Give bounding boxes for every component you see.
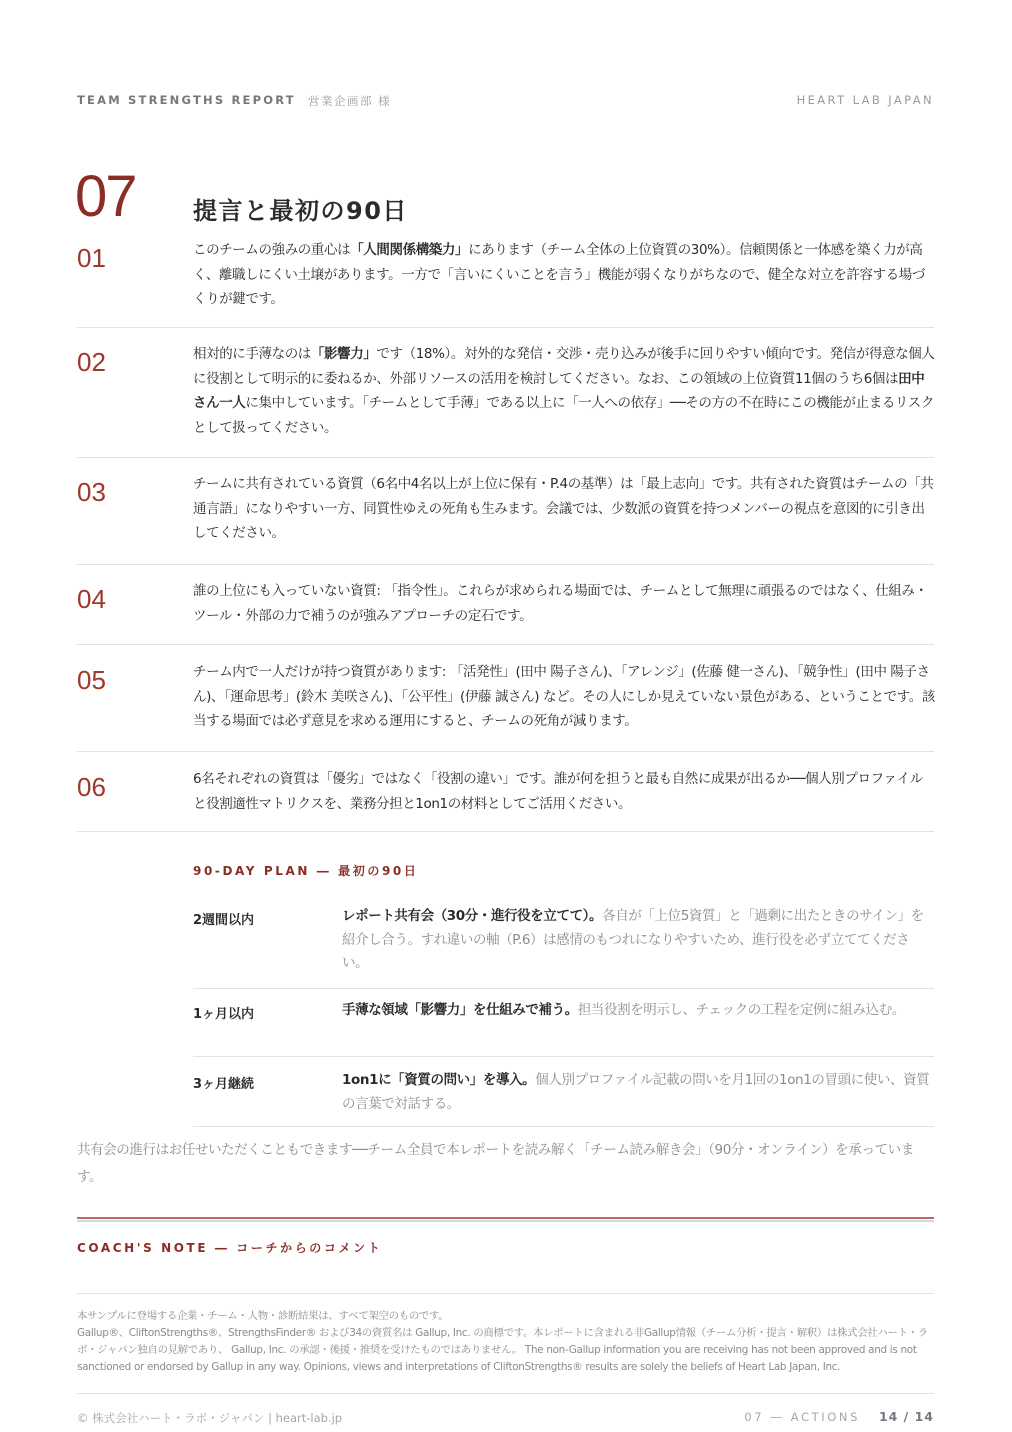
plan-timeframe: 2週間以内 [193, 913, 255, 928]
disclaimer [77, 1308, 934, 1376]
coach-note-heading: COACH'S NOTE ― コーチからのコメント [77, 1241, 383, 1255]
section-title: 提言と最初の90日 [193, 197, 408, 225]
body-text: に集中しています。「チームとして手薄」である以上に「一人への依存」──その方の不在時にこの機能が止まるリスクとして扱ってください。 [193, 395, 934, 436]
coach-note-bottom-divider [77, 1293, 934, 1294]
section-number: 07 [75, 164, 136, 229]
recommendation-number: 06 [77, 772, 106, 802]
recommendation-text [193, 767, 935, 816]
body-text: 6名それぞれの資質は「優劣」ではなく「役割の違い」です。誰が何を担うと最も自然に成果が出るか──個人別プロファイルと役割適性マトリクスを、業務分担と1on1の材料としてご活用ください。 [193, 771, 923, 812]
disclaimer-trademark: Gallup®、CliftonStrengths®、StrengthsFinder® および34の資質名は Gallup, Inc. の商標です。本レポートに含まれる非Gallup情報（チーム分析・提言・解釈）は株式会社ハート・ラボ・ジャパン独自の見解であり、 Gallup, Inc. の承認・後援・推奨を受けたものではありません。 The non-Gallup information you are receiving has not been approved and is not sanctioned or endorsed by Gallup in any way. Opinions, views and interpretations of CliftonStrengths® results are solely the beliefs of Heart Lab Japan, Inc. [77, 1327, 928, 1373]
recommendation-number: 01 [77, 243, 106, 273]
body-text: にあります（チーム全体の上位資質の30%）。信頼関係と一体感を築く力が高く、離職しにくい土壌があります。一方で「言いにくいことを言う」機能が弱くなりがちなので、健全な対立を許容する場づくりが鍵です。 [193, 242, 925, 307]
body-text: 相対的に手薄なのは [193, 346, 311, 362]
recommendation-item [77, 238, 934, 328]
plan-timeframe: 3ヶ月継続 [193, 1077, 255, 1092]
footer-copyright: © 株式会社ハート・ラボ・ジャパン | heart-lab.jp [77, 1411, 343, 1425]
emphasis-text: 田中さん一人 [193, 370, 925, 411]
plan-description [342, 999, 935, 1023]
plan-description [342, 1069, 935, 1116]
report-title: TEAM STRENGTHS REPORT [77, 93, 296, 107]
plan-row [193, 905, 934, 989]
plan-row [193, 999, 934, 1057]
recommendation-text [193, 342, 935, 440]
plan-lead: 手薄な領域「影響力」を仕組みで補う。 [342, 1002, 578, 1018]
footer-divider [77, 1393, 934, 1394]
recommendation-text [193, 238, 935, 312]
body-text: 誰の上位にも入っていない資質: 「指令性」。これらが求められる場面では、チームとして無理に頑張るのではなく、仕組み・ツール・外部の力で補うのが強みアプローチの定石です。 [193, 583, 928, 624]
recommendation-item [77, 579, 934, 645]
page-header [77, 93, 934, 109]
recommendation-number: 04 [77, 584, 106, 614]
plan-detail: 各自が「上位5資質」と「過剰に出たときのサイン」を紹介し合う。すれ違いの軸（P.6）は感情のもつれになりやすいため、進行役を必ず立ててください。 [342, 908, 924, 971]
plan-row [193, 1069, 934, 1127]
plan-lead: 1on1に「資質の問い」を導入。 [342, 1072, 536, 1088]
recommendation-text [193, 472, 935, 546]
body-text: です（18%）。対外的な発信・交渉・売り込みが後手に回りやすい傾向です。発信が得意な個人に役割として明示的に委ねるか、外部リソースの活用を検討してください。なお、この領域の上位資質11個のうち6個は [193, 346, 935, 387]
emphasis-text: 「人間関係構築力」 [350, 242, 469, 258]
client-name: 営業企画部 様 [308, 94, 392, 108]
recommendation-number: 05 [77, 665, 106, 695]
recommendation-text [193, 579, 935, 628]
body-text: チームに共有されている資質（6名中4名以上が上位に保有・P.4の基準）は「最上志向」です。共有された資質はチームの「共通言語」になりやすい一方、同質性ゆえの死角も生みます。会議では、少数派の資質を持つメンバーの視点を意図的に引き出してください。 [193, 476, 934, 541]
recommendation-item [77, 472, 934, 565]
plan-description [342, 905, 935, 976]
body-text: チーム内で一人だけが持つ資質があります: 「活発性」(田中 陽子さん)、「アレンジ」(佐藤 健一さん)、「競争性」(田中 陽子さん)、「運命思考」(鈴木 美咲さん)、「公平性」(伊藤 誠さん) など。その人にしか見えていない景色がある、ということです。該当する場面では必ず意見を求める運用にすると、チームの死角が減ります。 [193, 664, 935, 729]
workshop-offer-text: 共有会の進行はお任せいただくこともできます──チーム全員で本レポートを読み解く「チーム読み解き会」（90分・オンライン）を承っています。 [77, 1142, 914, 1185]
recommendation-number: 03 [77, 477, 106, 507]
plan-detail: 個人別プロファイル記載の問いを月1回の1on1の冒頭に使い、資質の言葉で対話する。 [342, 1072, 930, 1112]
plan-detail: 担当役割を明示し、チェックの工程を定例に組み込む。 [577, 1002, 905, 1018]
page-number: 14 / 14 [878, 1409, 934, 1424]
company-name: HEART LAB JAPAN [796, 93, 934, 107]
emphasis-text: 「影響力」 [310, 346, 377, 362]
recommendation-number: 02 [77, 347, 106, 377]
coach-note-divider [77, 1217, 934, 1222]
disclaimer-fiction: 本サンプルに登場する企業・チーム・人物・診断結果は、すべて架空のものです。 [77, 1310, 449, 1322]
recommendation-text [193, 660, 935, 734]
recommendation-item [77, 767, 934, 832]
recommendation-item [77, 342, 934, 458]
recommendation-item [77, 660, 934, 752]
plan-timeframe: 1ヶ月以内 [193, 1007, 255, 1022]
body-text: このチームの強みの重心は [193, 242, 351, 258]
footer-section-label: 07 ― ACTIONS [744, 1410, 860, 1424]
plan-lead: レポート共有会（30分・進行役を立てて）。 [342, 908, 603, 924]
plan-heading: 90-DAY PLAN ― 最初の90日 [193, 864, 419, 878]
